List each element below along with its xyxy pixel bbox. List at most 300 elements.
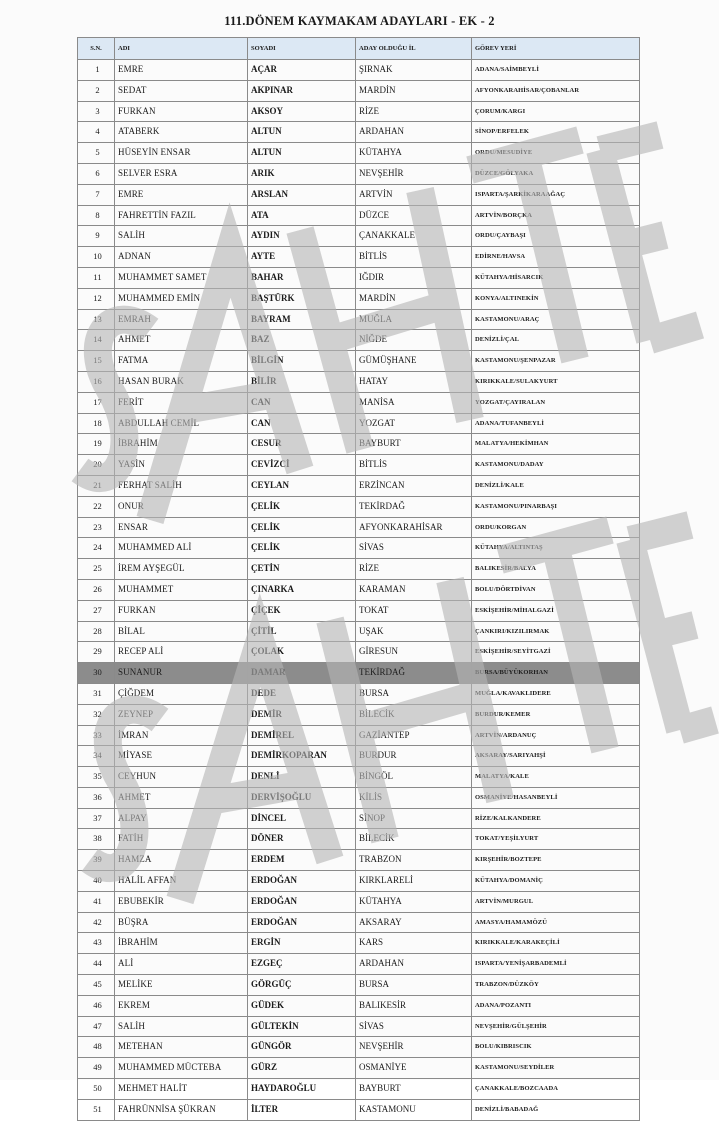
last-name: GÜNGÖR	[248, 1037, 356, 1058]
duty-station: KÜTAHYA/DOMANİÇ	[472, 871, 640, 892]
last-name: ÇELİK	[248, 538, 356, 559]
first-name: MUHAMMED MÜCTEBA	[115, 1058, 248, 1079]
row-number: 47	[78, 1016, 115, 1037]
candidate-province: AKSARAY	[356, 912, 472, 933]
row-number: 3	[78, 101, 115, 122]
table-row	[78, 122, 640, 143]
last-name: İLTER	[248, 1099, 356, 1120]
table-row	[78, 704, 640, 725]
row-number: 9	[78, 226, 115, 247]
duty-station: DENİZLİ/KALE	[472, 475, 640, 496]
table-row	[78, 184, 640, 205]
last-name: DEDE	[248, 683, 356, 704]
duty-station: KIRŞEHİR/BOZTEPE	[472, 850, 640, 871]
table-row	[78, 60, 640, 81]
last-name: DEMİREL	[248, 725, 356, 746]
row-number: 10	[78, 247, 115, 268]
table-row	[78, 995, 640, 1016]
row-number: 18	[78, 413, 115, 434]
row-number: 44	[78, 954, 115, 975]
candidate-province: OSMANİYE	[356, 1058, 472, 1079]
duty-station: ÇANAKKALE/BOZCAADA	[472, 1079, 640, 1100]
last-name: ÇELİK	[248, 517, 356, 538]
candidate-province: DÜZCE	[356, 205, 472, 226]
first-name: MUHAMMED EMİN	[115, 288, 248, 309]
table-row	[78, 850, 640, 871]
duty-station: AMASYA/HAMAMÖZÜ	[472, 912, 640, 933]
first-name: MUHAMMET SAMET	[115, 267, 248, 288]
row-number: 28	[78, 621, 115, 642]
candidate-province: RİZE	[356, 559, 472, 580]
table-row	[78, 642, 640, 663]
table-row	[78, 309, 640, 330]
last-name: ÇINARKA	[248, 579, 356, 600]
duty-station: TRABZON/DÜZKÖY	[472, 975, 640, 996]
last-name: GÖRGÜÇ	[248, 975, 356, 996]
first-name: ONUR	[115, 496, 248, 517]
row-number: 15	[78, 351, 115, 372]
last-name: HAYDAROĞLU	[248, 1079, 356, 1100]
row-number: 29	[78, 642, 115, 663]
duty-station: ADANA/SAİMBEYLİ	[472, 60, 640, 81]
table-row	[78, 621, 640, 642]
last-name: DİNCEL	[248, 808, 356, 829]
first-name: SELVER ESRA	[115, 163, 248, 184]
duty-station: ORDU/MESUDİYE	[472, 143, 640, 164]
header-row	[78, 38, 640, 60]
duty-station: BOLU/DÖRTDİVAN	[472, 579, 640, 600]
first-name: MUHAMMET	[115, 579, 248, 600]
last-name: CAN	[248, 392, 356, 413]
duty-station: KASTAMONU/DADAY	[472, 455, 640, 476]
duty-station: AKSARAY/SARIYAHŞİ	[472, 746, 640, 767]
last-name: ARSLAN	[248, 184, 356, 205]
candidate-province: BURSA	[356, 683, 472, 704]
candidate-province: MARDİN	[356, 80, 472, 101]
row-number: 48	[78, 1037, 115, 1058]
last-name: CEYLAN	[248, 475, 356, 496]
duty-station: BOLU/KIBRISCIK	[472, 1037, 640, 1058]
candidate-table	[77, 37, 640, 1121]
row-number: 30	[78, 663, 115, 684]
first-name: FERHAT SALİH	[115, 475, 248, 496]
candidate-province: ARDAHAN	[356, 122, 472, 143]
row-number: 43	[78, 933, 115, 954]
table-row	[78, 143, 640, 164]
duty-station: BALIKESİR/BALYA	[472, 559, 640, 580]
duty-station: ESKİŞEHİR/SEYİTGAZİ	[472, 642, 640, 663]
last-name: GÜRZ	[248, 1058, 356, 1079]
table-row	[78, 80, 640, 101]
duty-station: ÇORUM/KARGI	[472, 101, 640, 122]
last-name: ERDOĞAN	[248, 891, 356, 912]
candidate-province: SİVAS	[356, 538, 472, 559]
last-name: GÜLTEKİN	[248, 1016, 356, 1037]
row-number: 46	[78, 995, 115, 1016]
candidate-province: GAZİANTEP	[356, 725, 472, 746]
table-row	[78, 101, 640, 122]
row-number: 4	[78, 122, 115, 143]
row-number: 16	[78, 371, 115, 392]
last-name: DERVİŞOĞLU	[248, 787, 356, 808]
row-number: 42	[78, 912, 115, 933]
last-name: ÇİÇEK	[248, 600, 356, 621]
duty-station: TOKAT/YEŞİLYURT	[472, 829, 640, 850]
duty-station: BURSA/BÜYÜKORHAN	[472, 663, 640, 684]
candidate-province: IĞDIR	[356, 267, 472, 288]
duty-station: ISPARTA/YENİŞARBADEMLİ	[472, 954, 640, 975]
last-name: AÇAR	[248, 60, 356, 81]
duty-station: KONYA/ALTINEKİN	[472, 288, 640, 309]
first-name: MUHAMMED ALİ	[115, 538, 248, 559]
duty-station: EDİRNE/HAVSA	[472, 247, 640, 268]
first-name: AHMET	[115, 330, 248, 351]
candidate-province: BİTLİS	[356, 455, 472, 476]
row-number: 51	[78, 1099, 115, 1120]
header-adi: ADI	[115, 38, 248, 60]
row-number: 19	[78, 434, 115, 455]
table-row	[78, 1058, 640, 1079]
first-name: ATABERK	[115, 122, 248, 143]
row-number: 27	[78, 600, 115, 621]
row-number: 41	[78, 891, 115, 912]
duty-station: ÇANKIRI/KIZILIRMAK	[472, 621, 640, 642]
first-name: FAHRÜNNİSA ŞÜKRAN	[115, 1099, 248, 1120]
duty-station: OSMANİYE/HASANBEYLİ	[472, 787, 640, 808]
row-number: 34	[78, 746, 115, 767]
candidate-province: HATAY	[356, 371, 472, 392]
row-number: 31	[78, 683, 115, 704]
duty-station: DENİZLİ/BABADAĞ	[472, 1099, 640, 1120]
last-name: ERDEM	[248, 850, 356, 871]
candidate-province: GÜMÜŞHANE	[356, 351, 472, 372]
table-row	[78, 683, 640, 704]
first-name: FURKAN	[115, 600, 248, 621]
duty-station: ISPARTA/ŞARKİKARAAĞAÇ	[472, 184, 640, 205]
duty-station: MUĞLA/KAVAKLIDERE	[472, 683, 640, 704]
last-name: AYDIN	[248, 226, 356, 247]
first-name: ENSAR	[115, 517, 248, 538]
last-name: DENLİ	[248, 767, 356, 788]
table-row	[78, 1037, 640, 1058]
table-row	[78, 538, 640, 559]
table-row	[78, 933, 640, 954]
duty-station: KIRIKKALE/SULAKYURT	[472, 371, 640, 392]
candidate-province: ARTVİN	[356, 184, 472, 205]
row-number: 37	[78, 808, 115, 829]
last-name: ERGİN	[248, 933, 356, 954]
first-name: SEDAT	[115, 80, 248, 101]
candidate-province: GİRESUN	[356, 642, 472, 663]
last-name: AKPINAR	[248, 80, 356, 101]
candidate-province: ÇANAKKALE	[356, 226, 472, 247]
last-name: BAŞTÜRK	[248, 288, 356, 309]
first-name: CEYHUN	[115, 767, 248, 788]
table-row	[78, 559, 640, 580]
last-name: ALTUN	[248, 122, 356, 143]
first-name: YASİN	[115, 455, 248, 476]
table-row	[78, 267, 640, 288]
table-row	[78, 434, 640, 455]
first-name: İMRAN	[115, 725, 248, 746]
candidate-province: ARDAHAN	[356, 954, 472, 975]
first-name: ZEYNEP	[115, 704, 248, 725]
table-row	[78, 226, 640, 247]
duty-station: KIRIKKALE/KARAKEÇİLİ	[472, 933, 640, 954]
first-name: FATİH	[115, 829, 248, 850]
last-name: ARIK	[248, 163, 356, 184]
first-name: ALPAY	[115, 808, 248, 829]
last-name: EZGEÇ	[248, 954, 356, 975]
candidate-province: BAYBURT	[356, 434, 472, 455]
row-number: 13	[78, 309, 115, 330]
row-number: 25	[78, 559, 115, 580]
table-row	[78, 663, 640, 684]
duty-station: KÜTAHYA/HİSARCIK	[472, 267, 640, 288]
row-number: 49	[78, 1058, 115, 1079]
row-number: 26	[78, 579, 115, 600]
row-number: 2	[78, 80, 115, 101]
last-name: CAN	[248, 413, 356, 434]
last-name: BAHAR	[248, 267, 356, 288]
row-number: 5	[78, 143, 115, 164]
table-row	[78, 371, 640, 392]
first-name: SUNANUR	[115, 663, 248, 684]
duty-station: KASTAMONU/SEYDİLER	[472, 1058, 640, 1079]
candidate-province: ŞIRNAK	[356, 60, 472, 81]
first-name: BÜŞRA	[115, 912, 248, 933]
table-header	[78, 38, 640, 60]
row-number: 45	[78, 975, 115, 996]
duty-station: ADANA/TUFANBEYLİ	[472, 413, 640, 434]
row-number: 50	[78, 1079, 115, 1100]
row-number: 35	[78, 767, 115, 788]
first-name: EKREM	[115, 995, 248, 1016]
candidate-province: YOZGAT	[356, 413, 472, 434]
table-row	[78, 808, 640, 829]
duty-station: ARTVİN/MURGUL	[472, 891, 640, 912]
candidate-province: KİLİS	[356, 787, 472, 808]
duty-station: AFYONKARAHİSAR/ÇOBANLAR	[472, 80, 640, 101]
duty-station: ARTVİN/ARDANUÇ	[472, 725, 640, 746]
first-name: ÇİĞDEM	[115, 683, 248, 704]
candidate-province: TRABZON	[356, 850, 472, 871]
last-name: DÖNER	[248, 829, 356, 850]
first-name: EMRAH	[115, 309, 248, 330]
last-name: AKSOY	[248, 101, 356, 122]
table-row	[78, 600, 640, 621]
candidate-province: KARS	[356, 933, 472, 954]
candidate-province: BURDUR	[356, 746, 472, 767]
candidate-province: ERZİNCAN	[356, 475, 472, 496]
first-name: FURKAN	[115, 101, 248, 122]
duty-station: KÜTAHYA/ALTINTAŞ	[472, 538, 640, 559]
table-row	[78, 1079, 640, 1100]
candidate-province: TEKİRDAĞ	[356, 496, 472, 517]
duty-station: KASTAMONU/ŞENPAZAR	[472, 351, 640, 372]
first-name: EBUBEKİR	[115, 891, 248, 912]
last-name: DEMİR	[248, 704, 356, 725]
row-number: 12	[78, 288, 115, 309]
row-number: 8	[78, 205, 115, 226]
candidate-province: BİLECİK	[356, 829, 472, 850]
table-row	[78, 330, 640, 351]
table-row	[78, 746, 640, 767]
duty-station: BURDUR/KEMER	[472, 704, 640, 725]
last-name: DEMİRKOPARAN	[248, 746, 356, 767]
candidate-province: TOKAT	[356, 600, 472, 621]
first-name: HALİL AFFAN	[115, 871, 248, 892]
candidate-province: BİTLİS	[356, 247, 472, 268]
first-name: MİYASE	[115, 746, 248, 767]
row-number: 1	[78, 60, 115, 81]
table-row	[78, 413, 640, 434]
first-name: İBRAHİM	[115, 933, 248, 954]
duty-station: DENİZLİ/ÇAL	[472, 330, 640, 351]
duty-station: NEVŞEHİR/GÜLŞEHİR	[472, 1016, 640, 1037]
last-name: BAZ	[248, 330, 356, 351]
first-name: FERİT	[115, 392, 248, 413]
table-row	[78, 163, 640, 184]
first-name: SALİH	[115, 226, 248, 247]
duty-station: ORDU/KORGAN	[472, 517, 640, 538]
row-number: 38	[78, 829, 115, 850]
last-name: BİLGİN	[248, 351, 356, 372]
table-row	[78, 725, 640, 746]
table-row	[78, 954, 640, 975]
row-number: 22	[78, 496, 115, 517]
last-name: ATA	[248, 205, 356, 226]
document-title: 111.DÖNEM KAYMAKAM ADAYLARI - EK - 2	[224, 14, 495, 28]
first-name: HASAN BURAK	[115, 371, 248, 392]
duty-station: MALATYA/HEKİMHAN	[472, 434, 640, 455]
candidate-province: KIRKLARELİ	[356, 871, 472, 892]
last-name: ERDOĞAN	[248, 871, 356, 892]
row-number: 24	[78, 538, 115, 559]
candidate-province: KARAMAN	[356, 579, 472, 600]
first-name: ADNAN	[115, 247, 248, 268]
table-row	[78, 975, 640, 996]
candidate-province: NEVŞEHİR	[356, 163, 472, 184]
candidate-province: NİĞDE	[356, 330, 472, 351]
table-row	[78, 871, 640, 892]
table-row	[78, 288, 640, 309]
watermark-letter-e2	[630, 525, 715, 730]
table-row	[78, 891, 640, 912]
table-row	[78, 392, 640, 413]
duty-station: DÜZCE/GÖLYAKA	[472, 163, 640, 184]
row-number: 6	[78, 163, 115, 184]
table-row	[78, 247, 640, 268]
last-name: ÇELİK	[248, 496, 356, 517]
first-name: İBRAHİM	[115, 434, 248, 455]
duty-station: ESKİŞEHİR/MİHALGAZİ	[472, 600, 640, 621]
row-number: 40	[78, 871, 115, 892]
candidate-province: SİNOP	[356, 808, 472, 829]
header-gorev-yeri: GÖREV YERİ	[472, 38, 640, 60]
row-number: 17	[78, 392, 115, 413]
candidate-province: BAYBURT	[356, 1079, 472, 1100]
table-row	[78, 205, 640, 226]
last-name: AYTE	[248, 247, 356, 268]
candidate-province: BALIKESİR	[356, 995, 472, 1016]
duty-station: KASTAMONU/ARAÇ	[472, 309, 640, 330]
duty-station: RİZE/KALKANDERE	[472, 808, 640, 829]
table-row	[78, 829, 640, 850]
candidate-province: NEVŞEHİR	[356, 1037, 472, 1058]
table-row	[78, 496, 640, 517]
first-name: HÜSEYİN ENSAR	[115, 143, 248, 164]
row-number: 11	[78, 267, 115, 288]
first-name: RECEP ALİ	[115, 642, 248, 663]
last-name: ÇOLAK	[248, 642, 356, 663]
row-number: 21	[78, 475, 115, 496]
table-row	[78, 1099, 640, 1120]
table-row	[78, 787, 640, 808]
row-number: 23	[78, 517, 115, 538]
last-name: ERDOĞAN	[248, 912, 356, 933]
candidate-province: MUĞLA	[356, 309, 472, 330]
last-name: ÇETİN	[248, 559, 356, 580]
candidate-province: MARDİN	[356, 288, 472, 309]
candidate-province: KASTAMONU	[356, 1099, 472, 1120]
duty-station: MALATYA/KALE	[472, 767, 640, 788]
candidate-province: BİNGÖL	[356, 767, 472, 788]
candidate-province: KÜTAHYA	[356, 143, 472, 164]
last-name: ÇİTİL	[248, 621, 356, 642]
first-name: SALİH	[115, 1016, 248, 1037]
candidate-province: KÜTAHYA	[356, 891, 472, 912]
first-name: İREM AYŞEGÜL	[115, 559, 248, 580]
row-number: 14	[78, 330, 115, 351]
candidate-province: BURSA	[356, 975, 472, 996]
last-name: BAYRAM	[248, 309, 356, 330]
candidate-province: TEKİRDAĞ	[356, 663, 472, 684]
first-name: EMRE	[115, 184, 248, 205]
table-row	[78, 351, 640, 372]
first-name: MELİKE	[115, 975, 248, 996]
last-name: GÜDEK	[248, 995, 356, 1016]
table-row	[78, 517, 640, 538]
last-name: CEVİZCİ	[248, 455, 356, 476]
row-number: 7	[78, 184, 115, 205]
row-number: 36	[78, 787, 115, 808]
last-name: BİLİR	[248, 371, 356, 392]
table-body	[78, 60, 640, 1121]
last-name: CESUR	[248, 434, 356, 455]
row-number: 33	[78, 725, 115, 746]
table-row	[78, 912, 640, 933]
table-row	[78, 455, 640, 476]
first-name: FAHRETTİN FAZIL	[115, 205, 248, 226]
first-name: AHMET	[115, 787, 248, 808]
duty-station: ADANA/POZANTI	[472, 995, 640, 1016]
last-name: DAMAR	[248, 663, 356, 684]
table-row	[78, 579, 640, 600]
candidate-province: RİZE	[356, 101, 472, 122]
row-number: 20	[78, 455, 115, 476]
first-name: ALİ	[115, 954, 248, 975]
candidate-province: SİVAS	[356, 1016, 472, 1037]
candidate-province: AFYONKARAHİSAR	[356, 517, 472, 538]
first-name: FATMA	[115, 351, 248, 372]
first-name: MEHMET HALİT	[115, 1079, 248, 1100]
row-number: 39	[78, 850, 115, 871]
first-name: METEHAN	[115, 1037, 248, 1058]
table-row	[78, 1016, 640, 1037]
duty-station: YOZGAT/ÇAYIRALAN	[472, 392, 640, 413]
row-number: 32	[78, 704, 115, 725]
